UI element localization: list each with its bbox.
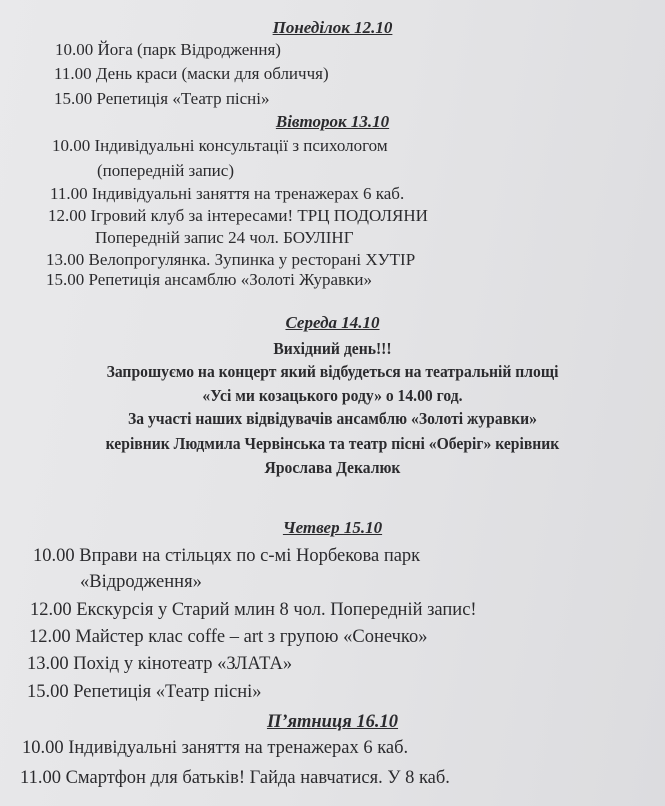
- schedule-item: 12.00 Екскурсія у Старий млин 8 чол. Попередній запис!: [30, 600, 477, 620]
- heading-text: П’ятниця 16.10: [266, 712, 399, 732]
- schedule-item: 12.00 Майстер клас coffe – art з групою «Сонечко»: [29, 627, 428, 647]
- concert-text: За участі наших відвідувачів ансамблю «Золоті журавки»: [128, 409, 537, 428]
- heading-text: Четвер 15.10: [282, 518, 383, 537]
- schedule-item: 15.00 Репетиція «Театр пісні»: [27, 682, 262, 702]
- schedule-item: Попередній запис 24 чол. БОУЛІНГ: [95, 228, 354, 247]
- schedule-item: 11.00 Смартфон для батьків! Гайда навчатися. У 8 каб.: [20, 768, 450, 788]
- day-heading-wednesday: [0, 313, 665, 333]
- schedule-item: 11.00 Індивідуальні заняття на тренажерах 6 каб.: [50, 184, 405, 203]
- concert-text: Запрошуємо на концерт який відбудеться на театральній площі: [106, 362, 559, 381]
- heading-text: Вівторок 13.10: [275, 112, 390, 131]
- heading-text: Середа 14.10: [285, 313, 380, 332]
- day-heading-tuesday: [0, 112, 665, 132]
- schedule-item: 10.00 Індивідуальні заняття на тренажерах 6 каб.: [22, 738, 409, 758]
- day-heading-monday: [0, 18, 665, 38]
- schedule-item: 10.00 Йога (парк Відродження): [55, 40, 281, 59]
- day-heading-friday: [0, 712, 665, 732]
- day-heading-thursday: [0, 518, 665, 538]
- schedule-item: 10.00 Вправи на стільцях по с-мі Норбекова парк: [33, 546, 421, 566]
- schedule-item: (попередній запис): [97, 161, 234, 180]
- schedule-item: 10.00 Індивідуальні консультації з психологом: [52, 136, 388, 155]
- schedule-item: 15.00 Репетиція ансамблю «Золоті Журавки»: [46, 270, 372, 289]
- schedule-item: «Відродження»: [80, 572, 202, 592]
- schedule-item: 13.00 Похід у кінотеатр «ЗЛАТА»: [27, 654, 293, 674]
- schedule-item: 11.00 День краси (маски для обличчя): [54, 64, 329, 83]
- concert-text: керівник Людмила Червінська та театр пісні «Оберіг» керівник: [105, 434, 560, 453]
- concert-text: Ярослава Декалюк: [264, 458, 401, 477]
- schedule-item: 12.00 Ігровий клуб за інтересами! ТРЦ ПОДОЛЯНИ: [48, 206, 428, 225]
- concert-text: «Усі ми козацького роду» о 14.00 год.: [202, 386, 463, 405]
- schedule-item: 13.00 Велопрогулянка. Зупинка у ресторані ХУТІР: [46, 250, 416, 269]
- schedule-item: 15.00 Репетиція «Театр пісні»: [54, 89, 270, 108]
- day-off-notice: Вихідний день!!!: [273, 339, 392, 358]
- heading-text: Понеділок 12.10: [272, 18, 393, 37]
